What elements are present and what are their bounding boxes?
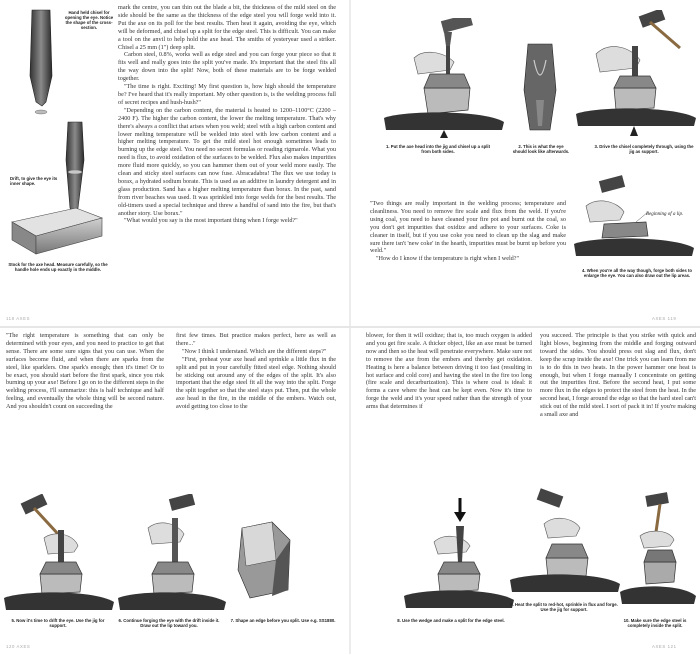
folio-right: AXES 121 xyxy=(652,644,677,649)
paragraph: "Two things are really important in the welding process; temperature and cleanliness. You need to remove fire scale and flux from the weld. If you're using coal, you need to have cleaned your fire pot and burnt out the coal, so you don't get impurities that oxidize and adhere to your surfaces. Coke is cleaner in itself, but if you use coke you need to clean up the slag and make sure there isn't 'new coke' in the hearth, impurities must be burnt up before you weld." xyxy=(370,200,566,255)
step3-illustration xyxy=(576,10,696,140)
paragraph: blower, for then it will oxidize; that is, too much oxygen is added and you get fire scale. A thicker object, like an axe must be turned now and then so the heat will penetrate everywhere. Make sure not to remove the axe from the embers and thereby get oxidation. Heating is here a balance between driving it too fast (resulting in hot surface and cold core) and having the steel in the fire too long (fire scale and decarburization). This is where coal is ideal: it forms a cave where the heat can be kept even. Now it's time to forge the weld and it's your speed rather than the strength of your arms that determines if xyxy=(366,332,532,411)
caption-chisel: Hand held chisel for opening the eye. Notice the shape of the cross-section. xyxy=(64,10,114,31)
caption-step6: 6. Continue forging the eye with the drift inside it. Draw out the lip toward you. xyxy=(118,618,220,629)
gutter xyxy=(349,0,351,326)
step1-illustration xyxy=(384,18,504,138)
step8-illustration xyxy=(404,492,514,616)
bottom-right-col2 xyxy=(540,332,696,482)
caption-step5: 5. Now it's time to drift the eye. Use the jig for support. xyxy=(11,618,105,629)
caption-step1: 1. Put the axe head into the jig and chisel up a split from both sides. xyxy=(385,144,491,155)
gutter xyxy=(349,328,351,654)
folio-right: AXES 119 xyxy=(652,316,677,321)
label-lip: Beginning of a lip. xyxy=(646,212,684,217)
caption-step3: 3. Drive the chisel completely through, using the jig as support. xyxy=(594,144,694,155)
paragraph: "The right temperature is something that can only be determined with your eyes, and you need to practice to get that sense. There are some sure signs that you can use. When the surfaces become fluid, and when there are sparks from the steel, like sparklers. One spark's enough; then it's time! Or to be exact, you should start before the first spark, since you risk burning up your axe! Before I go on to the different steps in the welding process, I'll summarize: this is half technique and half feeling, and eventually the whole thing will be second nature. And you shouldn't count on succeeding the xyxy=(6,332,164,411)
bottom-right-col1 xyxy=(366,332,532,482)
caption-stock: Stock for the axe head. Measure carefully, so the handle hole ends up exactly in the middle. xyxy=(8,262,108,273)
folio-left: 120 AXES xyxy=(6,644,31,649)
caption-step8: 8. Use the wedge and make a split for the edge steel. xyxy=(397,618,505,623)
chisel-illustration xyxy=(20,6,60,116)
caption-step7: 7. Shape an edge before you split. Use e.g. SS1880. xyxy=(230,618,336,623)
folio-left: 118 AXES xyxy=(6,316,31,321)
paragraph: Carbon steel, 0.8%, works well as edge steel and you can forge your piece so that it fits well and really goes into the split you've made. It's important that the steel fits all the way down into the split! Now, both of these materials are to be forge welded together. xyxy=(118,51,336,83)
left-page-text xyxy=(118,4,336,294)
caption-step10: 10. Make sure the edge steel is completely inside the split. xyxy=(623,618,687,629)
stock-illustration xyxy=(6,204,106,256)
caption-step2: 2. This is what the eye should look like afterwards. xyxy=(512,144,570,155)
step10-illustration xyxy=(620,492,696,616)
paragraph: "Now I think I understand. Which are the different steps?" xyxy=(182,347,327,355)
paragraph: "First, preheat your axe head and sprinkle a little flux in the split and put in your carefully fitted steel edge. Nothing should be sticking out around any of the edges of the split. It's also important that the edge steel fit all the way into the split. Forge the split together so that the steel stays put. Then, put the whole axe head in the fire, in the middle of the embers. Watch out, avoid getting too close to the xyxy=(176,355,336,411)
paragraph: mark the centre, you can thin out the blade a bit, the thickness of the mild steel on the side should be the same as the thickness of the edge steel you will forge weld into it. Put the axe on its poll for the best results. Then heat it again, avoiding the eye, which will be deformed, and chisel up a split for the edge steel. This is difficult. You can make a tool on the anvil to help hold the axe head. The smiths of yesteryear used a striker. Chisel a 25 mm (1") deep split. xyxy=(118,4,336,51)
step5-illustration xyxy=(4,494,114,618)
step2-illustration xyxy=(520,40,560,140)
paragraph: "The time is right. Exciting! My first question is, how high should the temperature be? I've heard that it's really important. My other question is, is the welding process full of secret recipes and hush-hush?" xyxy=(118,83,336,106)
paragraph: "What would you say is the most important thing when I forge weld?" xyxy=(124,217,298,225)
book-spread-top xyxy=(0,0,700,326)
step4-illustration xyxy=(574,172,694,264)
bottom-left-col2 xyxy=(176,332,336,482)
paragraph: "Depending on the carbon content, the material is heated to 1200–1100°C (2200 – 2400 F). The higher the carbon content, the lower the melting temperature. That's why there's always a conflict that arises when you weld; steel with a high carbon content and lower melting temperature will be welded into steel with low carbon content and a higher melting temperature. To get the mild steel hot enough sometimes leads to burning up the edge steel. You need no secret formulas or reading rigmarole. What you need is flux, to avoid oxidation of the surfaces to be welded. Flux also makes impurities more fluid more quickly, so you can hammer them out of your weld more easily. The clean and sticky steel surfaces can now fuse. Abracadabra! The flux we use today is borax, a hydrated sodium borate. This is used as an additive in laundry detergent and in glass production. Sand has a higher melting temperature than borax. In the past, sand from river beaches was used. It was sprinkled into forge welds for the best results. The old-timers used a special technique and threw a handful of sand into the fire, but that's another story. Use borax." xyxy=(118,106,336,217)
caption-drift: Drift, to give the eye its inner shape. xyxy=(10,176,58,187)
paragraph: "How do I know if the temperature is right when I weld?" xyxy=(376,255,520,263)
step7-illustration xyxy=(232,520,302,604)
paragraph: first few times. But practice makes perfect, here as well as there..." xyxy=(176,332,336,347)
caption-step4: 4. When you're all the way though, forge both sides to enlarge the eye. You can also draw out the lip areas. xyxy=(581,268,693,279)
right-page-text xyxy=(370,200,566,312)
step6-illustration xyxy=(118,494,226,618)
book-spread-bottom xyxy=(0,328,700,654)
paragraph: you succeed. The principle is that you strike with quick and light blows, beginning from the middle and forging outward toward the sides. You should press out slag and flux, don't keep the scrap inside the axe! One trick you can learn from me is to do this in two heats. In the power hammer one heat is enough, but when I forge manually I concentrate on getting out the impurities first. Before the second heat, I put some more flux in the edges to protect the steel from the heat. In the second heat, I forge around the edge so that the hard steel can't stick out of the mild steel. I sort of pack it in! If you're making a small axe and xyxy=(540,332,696,419)
step9-illustration xyxy=(510,488,620,600)
bottom-left-col1 xyxy=(6,332,164,482)
caption-step9: 9. Heat the split to red-hot, sprinkle in flux and forge. Use the jig for support. xyxy=(510,602,618,613)
